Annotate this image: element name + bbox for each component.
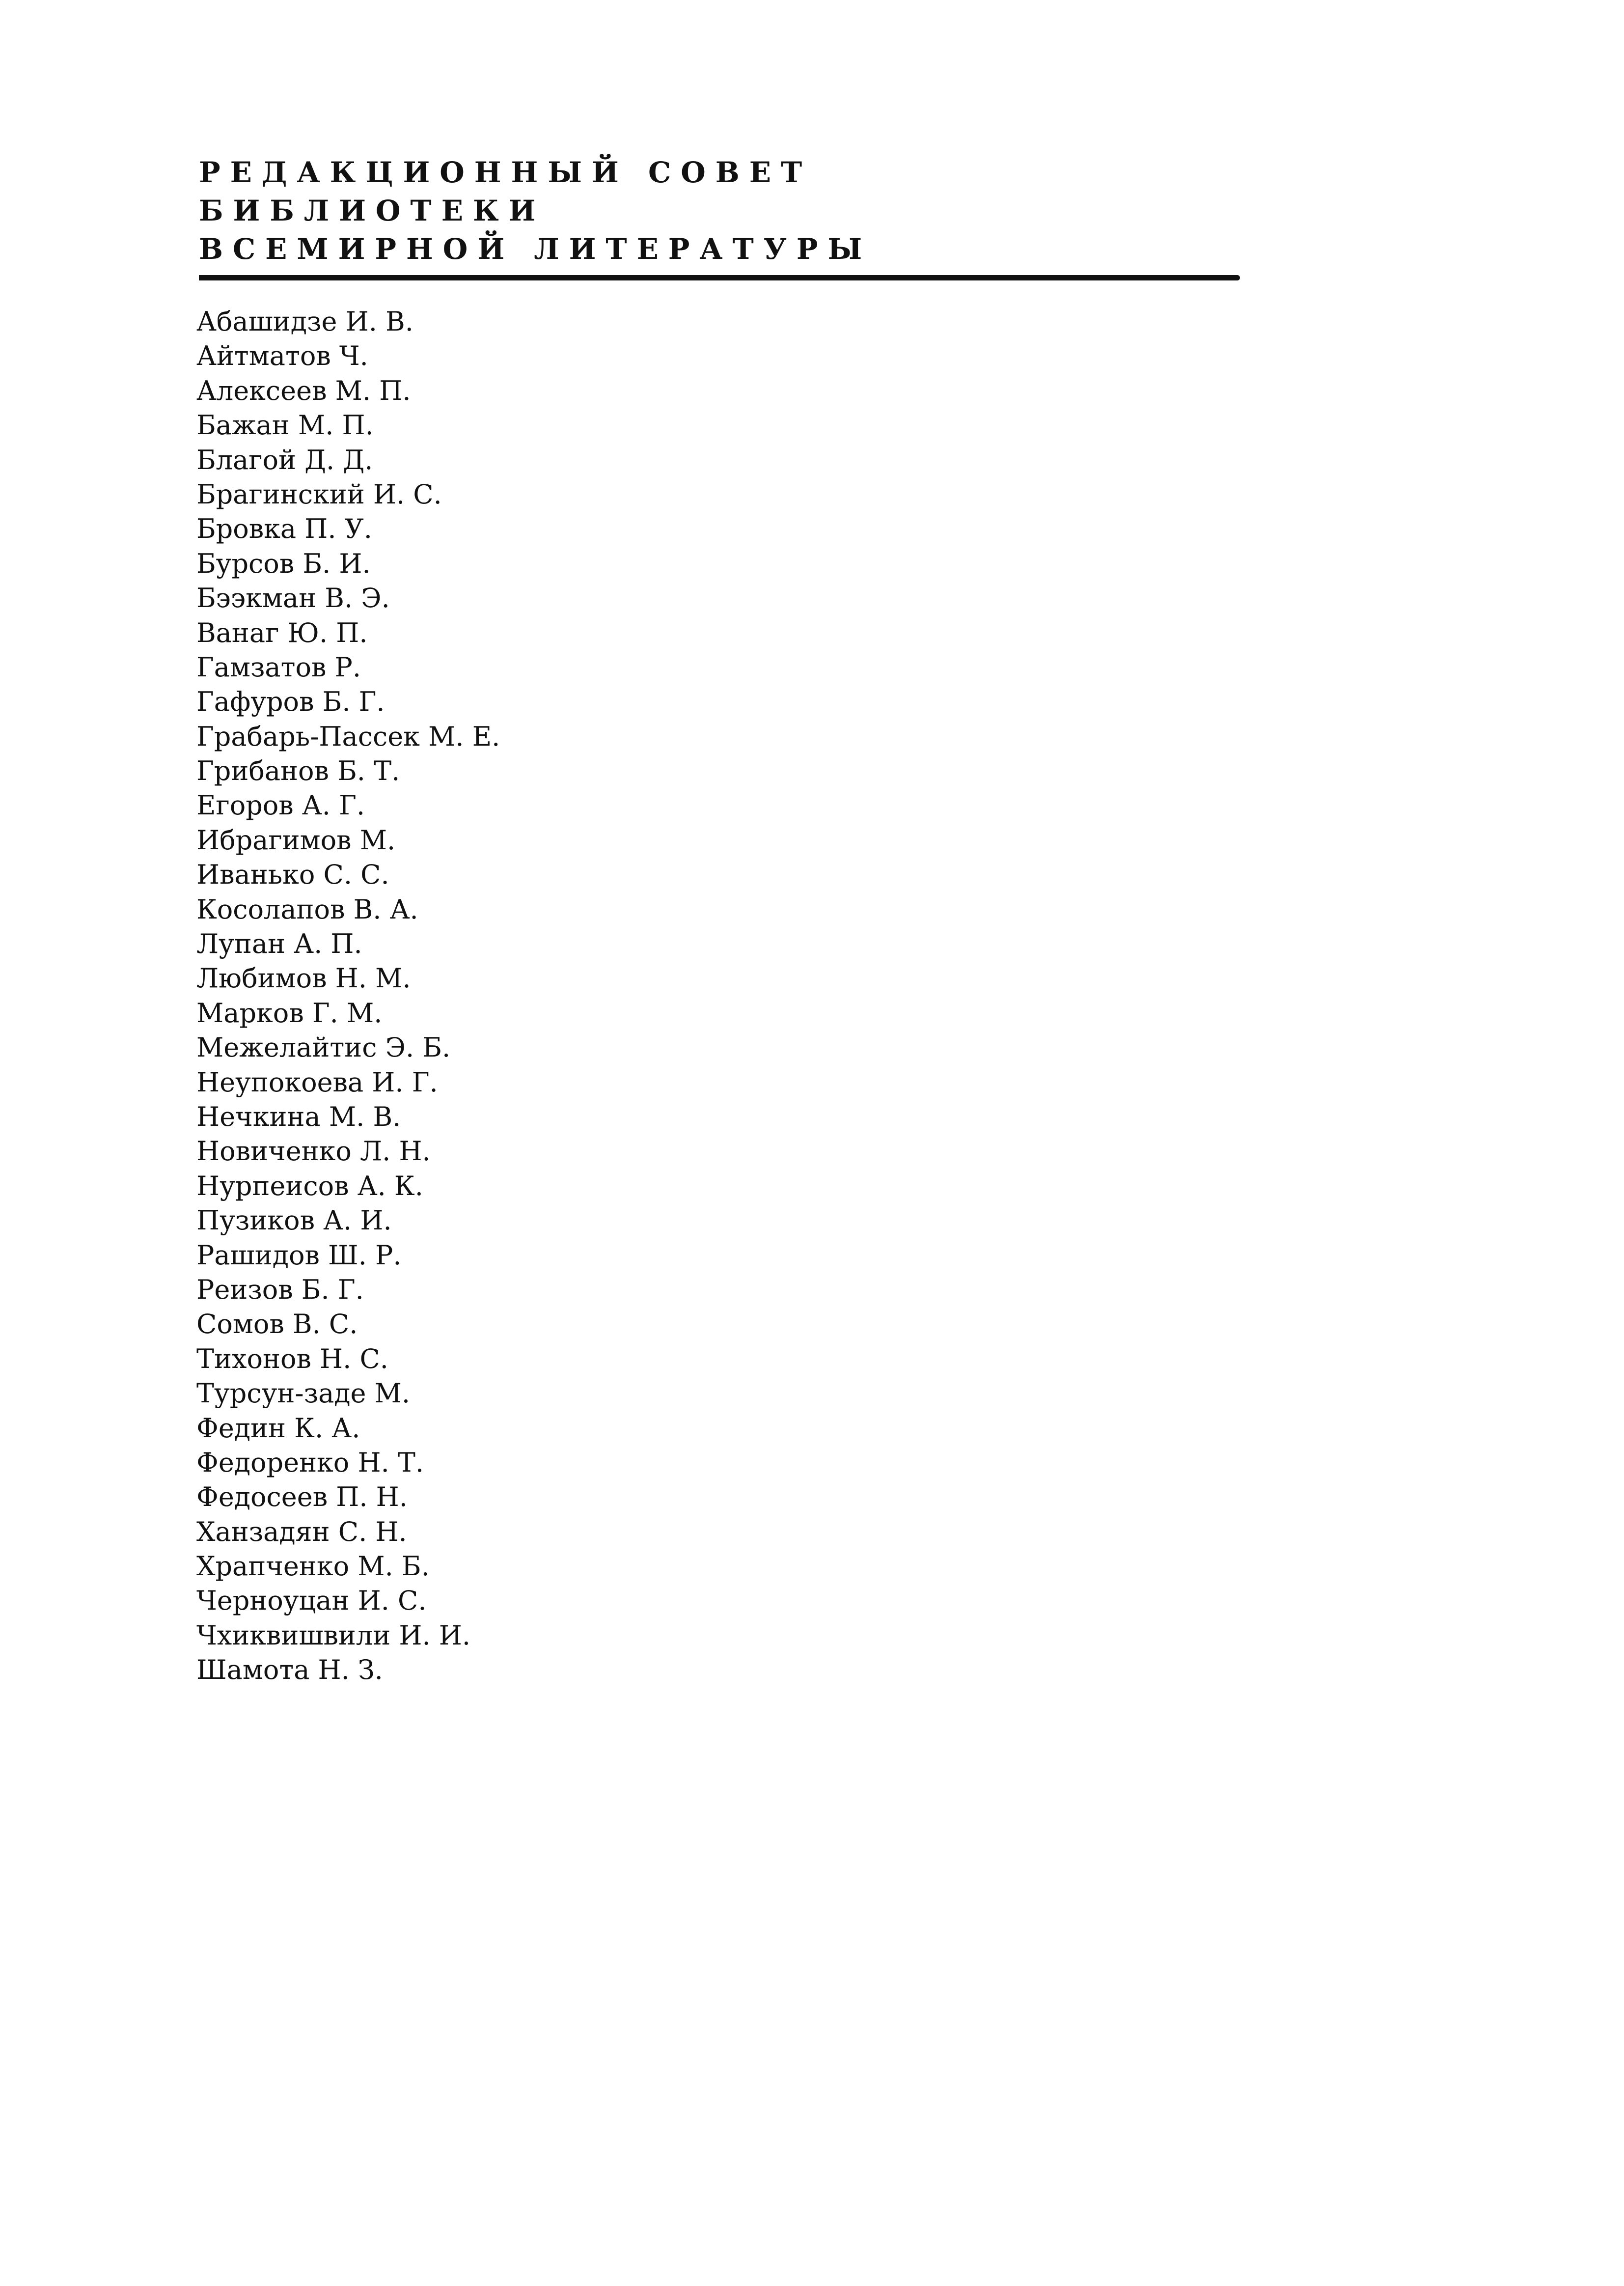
member-name: Абашидзе И. В. (196, 306, 413, 337)
member-name: Бровка П. У. (196, 513, 372, 545)
member-name: Тихонов Н. С. (196, 1343, 388, 1374)
member-name: Грабарь-Пассек М. Е. (196, 721, 500, 752)
member-name: Пузиков А. И. (196, 1205, 392, 1236)
heading-line-3: ВСЕМИРНОЙ ЛИТЕРАТУРЫ (199, 232, 872, 266)
member-name: Брагинский И. С. (196, 478, 442, 510)
member-name: Неупокоева И. Г. (196, 1066, 438, 1098)
member-name: Грибанов Б. Т. (196, 755, 400, 787)
member-name: Нурпеисов А. К. (196, 1170, 423, 1201)
member-name: Новиченко Л. Н. (196, 1136, 431, 1167)
member-name: Лупан А. П. (196, 928, 362, 960)
member-name: Бажан М. П. (196, 410, 374, 441)
member-name: Шамота Н. З. (196, 1654, 383, 1686)
heading-line-2: БИБЛИОТЕКИ (199, 194, 546, 227)
member-name: Любимов Н. М. (196, 963, 411, 994)
member-name: Турсун-заде М. (196, 1378, 411, 1409)
member-name: Косолапов В. А. (196, 893, 418, 925)
council-members-list (196, 305, 500, 1688)
member-name: Бээкман В. Э. (196, 583, 390, 614)
member-name: Ванаг Ю. П. (196, 617, 368, 648)
member-name: Иванько С. С. (196, 859, 389, 891)
member-name: Нечкина М. В. (196, 1101, 401, 1132)
heading-line-1: РЕДАКЦИОННЫЙ СОВЕТ (199, 156, 812, 189)
member-name: Гафуров Б. Г. (196, 686, 385, 718)
member-name: Ханзадян С. Н. (196, 1516, 407, 1547)
member-name: Федосеев П. Н. (196, 1481, 408, 1513)
member-name: Сомов В. С. (196, 1309, 358, 1340)
member-name: Бурсов Б. И. (196, 548, 371, 579)
member-name: Федин К. А. (196, 1412, 360, 1444)
member-name: Федоренко Н. Т. (196, 1447, 424, 1478)
member-name: Реизов Б. Г. (196, 1274, 364, 1305)
member-name: Храпченко М. Б. (196, 1551, 430, 1582)
council-heading (199, 153, 872, 268)
member-name: Гамзатов Р. (196, 651, 361, 683)
member-name: Ибрагимов М. (196, 824, 396, 856)
member-name: Рашидов Ш. Р. (196, 1239, 402, 1271)
member-name: Межелайтис Э. Б. (196, 1032, 451, 1063)
member-name: Марков Г. М. (196, 997, 383, 1029)
member-name: Благой Д. Д. (196, 444, 373, 475)
member-name: Алексеев М. П. (196, 375, 411, 406)
member-name: Чхиквишвили И. И. (196, 1619, 471, 1651)
member-name: Черноуцан И. С. (196, 1585, 427, 1617)
heading-divider (199, 275, 1240, 280)
member-name: Айтматов Ч. (196, 340, 368, 372)
member-name: Егоров А. Г. (196, 790, 365, 821)
